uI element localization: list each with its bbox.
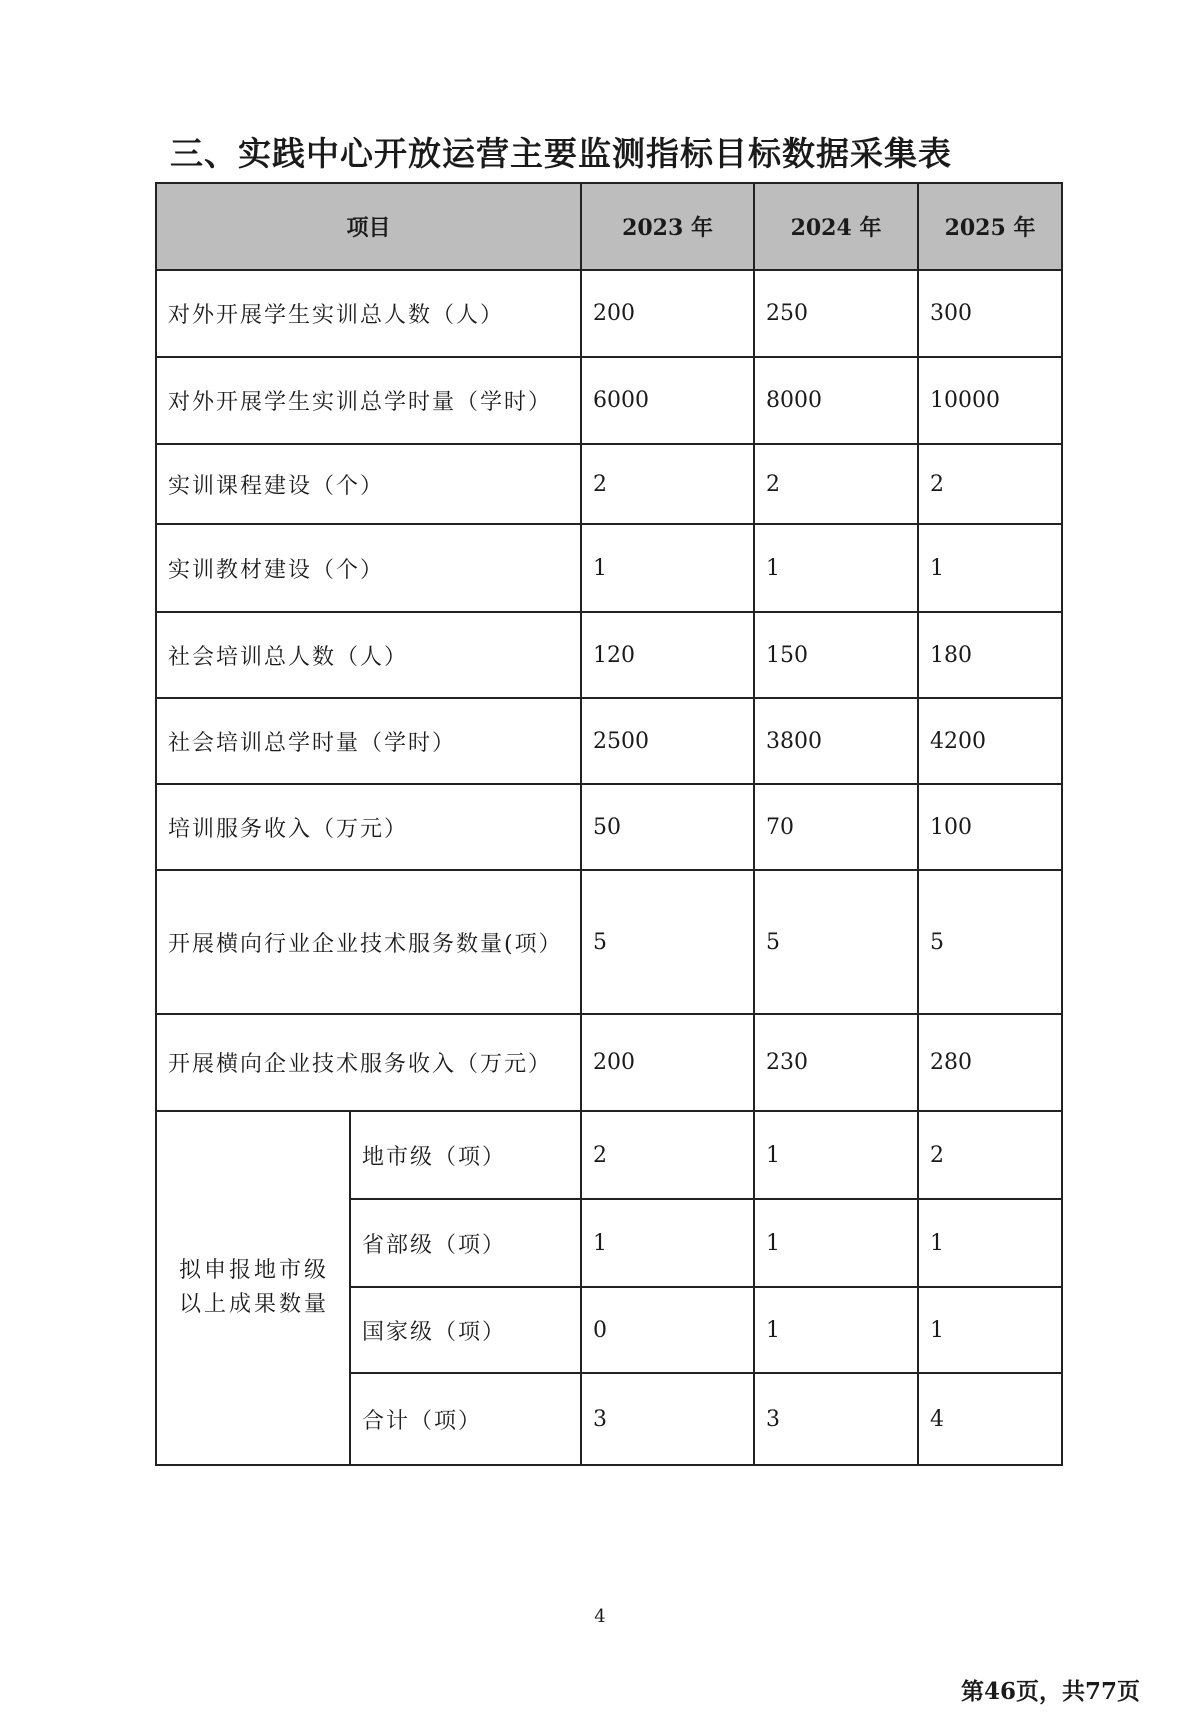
cell-2025: 2 xyxy=(918,1111,1062,1199)
row-label: 开展横向企业技术服务收入（万元） xyxy=(156,1014,581,1111)
row-label: 对外开展学生实训总人数（人） xyxy=(156,270,581,357)
cell-2025: 280 xyxy=(918,1014,1062,1111)
cell-2023: 1 xyxy=(581,1199,754,1287)
cell-2024: 70 xyxy=(754,784,918,870)
metrics-table xyxy=(155,182,1063,1466)
row-label: 对外开展学生实训总学时量（学时） xyxy=(156,357,581,444)
cell-2025: 1 xyxy=(918,1287,1062,1373)
row-label: 实训课程建设（个） xyxy=(156,444,581,524)
cell-2025: 300 xyxy=(918,270,1062,357)
row-label: 社会培训总人数（人） xyxy=(156,612,581,698)
cell-2025: 10000 xyxy=(918,357,1062,444)
header-year-2024: 2024 年 xyxy=(754,183,918,270)
cell-2024: 3 xyxy=(754,1373,918,1465)
cell-2025: 4 xyxy=(918,1373,1062,1465)
row-label: 培训服务收入（万元） xyxy=(156,784,581,870)
cell-2025: 180 xyxy=(918,612,1062,698)
cell-2023: 2 xyxy=(581,1111,754,1199)
cell-2024: 230 xyxy=(754,1014,918,1111)
table-row xyxy=(156,270,1062,357)
table-row xyxy=(156,1014,1062,1111)
row-label: 合计（项） xyxy=(350,1373,581,1465)
table-row xyxy=(156,698,1062,784)
header-item: 项目 xyxy=(156,183,581,270)
cell-2023: 120 xyxy=(581,612,754,698)
cell-2025: 1 xyxy=(918,524,1062,612)
cell-2025: 4200 xyxy=(918,698,1062,784)
group-label: 拟申报地市级以上成果数量 xyxy=(156,1111,350,1465)
row-label: 国家级（项） xyxy=(350,1287,581,1373)
table-row xyxy=(156,784,1062,870)
table-row xyxy=(156,524,1062,612)
row-label: 社会培训总学时量（学时） xyxy=(156,698,581,784)
cell-2023: 200 xyxy=(581,1014,754,1111)
cell-2025: 2 xyxy=(918,444,1062,524)
row-label: 实训教材建设（个） xyxy=(156,524,581,612)
cell-2024: 1 xyxy=(754,524,918,612)
cell-2023: 0 xyxy=(581,1287,754,1373)
cell-2024: 1 xyxy=(754,1111,918,1199)
table-row xyxy=(156,870,1062,1014)
header-year-2023: 2023 年 xyxy=(581,183,754,270)
cell-2024: 2 xyxy=(754,444,918,524)
table-row xyxy=(156,612,1062,698)
page-footer: 第46页，共77页 xyxy=(960,1678,1140,1705)
table-row xyxy=(156,357,1062,444)
cell-2024: 3800 xyxy=(754,698,918,784)
cell-2025: 100 xyxy=(918,784,1062,870)
cell-2025: 5 xyxy=(918,870,1062,1014)
cell-2025: 1 xyxy=(918,1199,1062,1287)
cell-2024: 1 xyxy=(754,1287,918,1373)
cell-2023: 50 xyxy=(581,784,754,870)
table-header-row xyxy=(156,183,1062,270)
header-year-2025: 2025 年 xyxy=(918,183,1062,270)
cell-2023: 5 xyxy=(581,870,754,1014)
cell-2023: 3 xyxy=(581,1373,754,1465)
cell-2023: 1 xyxy=(581,524,754,612)
table-row xyxy=(156,1111,1062,1199)
cell-2024: 1 xyxy=(754,1199,918,1287)
table-row xyxy=(156,444,1062,524)
page-title: 三、实践中心开放运营主要监测指标目标数据采集表 xyxy=(170,134,952,173)
row-label: 地市级（项） xyxy=(350,1111,581,1199)
cell-2023: 2500 xyxy=(581,698,754,784)
cell-2024: 8000 xyxy=(754,357,918,444)
cell-2023: 6000 xyxy=(581,357,754,444)
row-label: 省部级（项） xyxy=(350,1199,581,1287)
cell-2024: 5 xyxy=(754,870,918,1014)
cell-2024: 150 xyxy=(754,612,918,698)
cell-2023: 200 xyxy=(581,270,754,357)
row-label: 开展横向行业企业技术服务数量(项） xyxy=(156,870,581,1014)
cell-2024: 250 xyxy=(754,270,918,357)
cell-2023: 2 xyxy=(581,444,754,524)
page-number: 4 xyxy=(594,1606,606,1627)
